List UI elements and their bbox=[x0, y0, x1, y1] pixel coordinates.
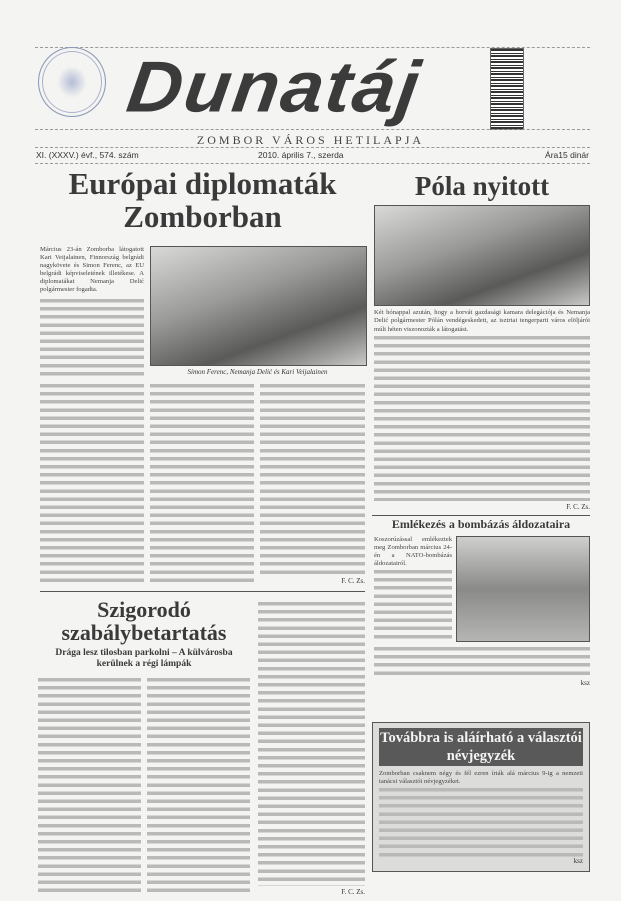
article-rules-columns bbox=[38, 676, 250, 895]
headline-pola: Póla nyitott bbox=[414, 171, 550, 201]
newspaper-logo: Dunatáj bbox=[122, 47, 427, 128]
photo-diplomats bbox=[150, 246, 367, 366]
newspaper-subtitle: ZOMBOR VÁROS HETILAPJA bbox=[196, 133, 425, 147]
article-bombing-text-col bbox=[374, 536, 452, 642]
signature-diplomats: F. C. Zs. bbox=[341, 577, 365, 585]
headline-rules: Szigorodó szabálybetartatás bbox=[61, 597, 227, 646]
article-bombing-lead: Koszorúzással emlékeztek meg Zomborban március 24-én a NATO-bombázás áldozatairól. bbox=[374, 535, 452, 567]
photo-pola bbox=[374, 205, 590, 306]
photo-bombing bbox=[456, 536, 590, 642]
signature-registry: ksz bbox=[573, 857, 583, 865]
section-rule bbox=[40, 591, 365, 592]
article-diplomats-col1 bbox=[40, 382, 144, 585]
photo-caption-diplomats: Simon Ferenc, Nemanja Delić és Kari Veijalainen bbox=[187, 368, 328, 376]
article-diplomats-left-column bbox=[40, 246, 144, 378]
masthead-rule bbox=[35, 129, 590, 130]
issue-number: XI. (XXXV.) évf., 574. szám bbox=[36, 150, 139, 160]
headline-registry: Továbbra is aláírható a választói névjegyzék bbox=[380, 730, 582, 764]
article-rules-col2 bbox=[147, 676, 250, 895]
barcode-icon bbox=[490, 48, 524, 130]
article-bombing-body bbox=[374, 568, 452, 642]
registry-box bbox=[372, 722, 590, 872]
headline-bombing: Emlékezés a bombázás áldozataira bbox=[391, 517, 571, 531]
article-bombing bbox=[372, 518, 590, 716]
signature-bombing: ksz bbox=[580, 678, 590, 687]
article-diplomats-col3-wrap bbox=[260, 382, 365, 586]
signature-rules: F. C. Zs. bbox=[341, 888, 365, 896]
issue-bottom-rule bbox=[35, 163, 590, 164]
article-rules-left bbox=[38, 598, 250, 895]
headline-diplomats: Európai diplomaták Zomborban bbox=[68, 166, 337, 234]
section-rule-right bbox=[372, 515, 590, 516]
article-rules-col3 bbox=[258, 600, 365, 886]
seal-stamp-icon bbox=[38, 47, 106, 117]
registry-lead: Zomborban csaknem négy és fél ezren írták alá március 9-ig a nemzeti tanácsi választói névjegyzéket. bbox=[379, 770, 583, 786]
article-diplomats-col3 bbox=[260, 382, 365, 575]
article-rules-col3-wrap bbox=[258, 600, 365, 897]
article-pola bbox=[374, 172, 590, 512]
article-bombing-top bbox=[372, 536, 590, 642]
article-diplomats-lead: Március 23-án Zomborba látogatott Kari Veijalainen, Finnország belgrádi nagykövete és Simon Ferenc, az EU belgrádi képviseletének illetékese. A diplomatákat Nemanja Delić polgármester fogadta. bbox=[40, 246, 144, 294]
article-pola-body bbox=[374, 334, 590, 501]
signature-pola: F. C. Zs. bbox=[566, 503, 590, 511]
registry-body bbox=[379, 786, 583, 857]
article-diplomats-col2 bbox=[150, 382, 254, 585]
issue-top-rule bbox=[35, 147, 590, 148]
article-bombing-body-2 bbox=[374, 645, 590, 677]
issue-price: Ára15 dinár bbox=[545, 150, 589, 160]
article-pola-lead: Két hónappal azután, hogy a horvát gazdasági kamara delegációja és Nemanja Delić polgármester Pólán vendégeskedett, az isztriai tengerparti város elöljárói múlt héten viszonozták a látogatást. bbox=[374, 309, 590, 333]
subheadline-rules: Drága lesz tilosban parkolni – A külvárosba kerülnek a régi lámpák bbox=[55, 648, 233, 670]
article-diplomats-body bbox=[40, 297, 144, 378]
article-rules-col1 bbox=[38, 676, 141, 895]
issue-date: 2010. április 7., szerda bbox=[258, 150, 344, 160]
